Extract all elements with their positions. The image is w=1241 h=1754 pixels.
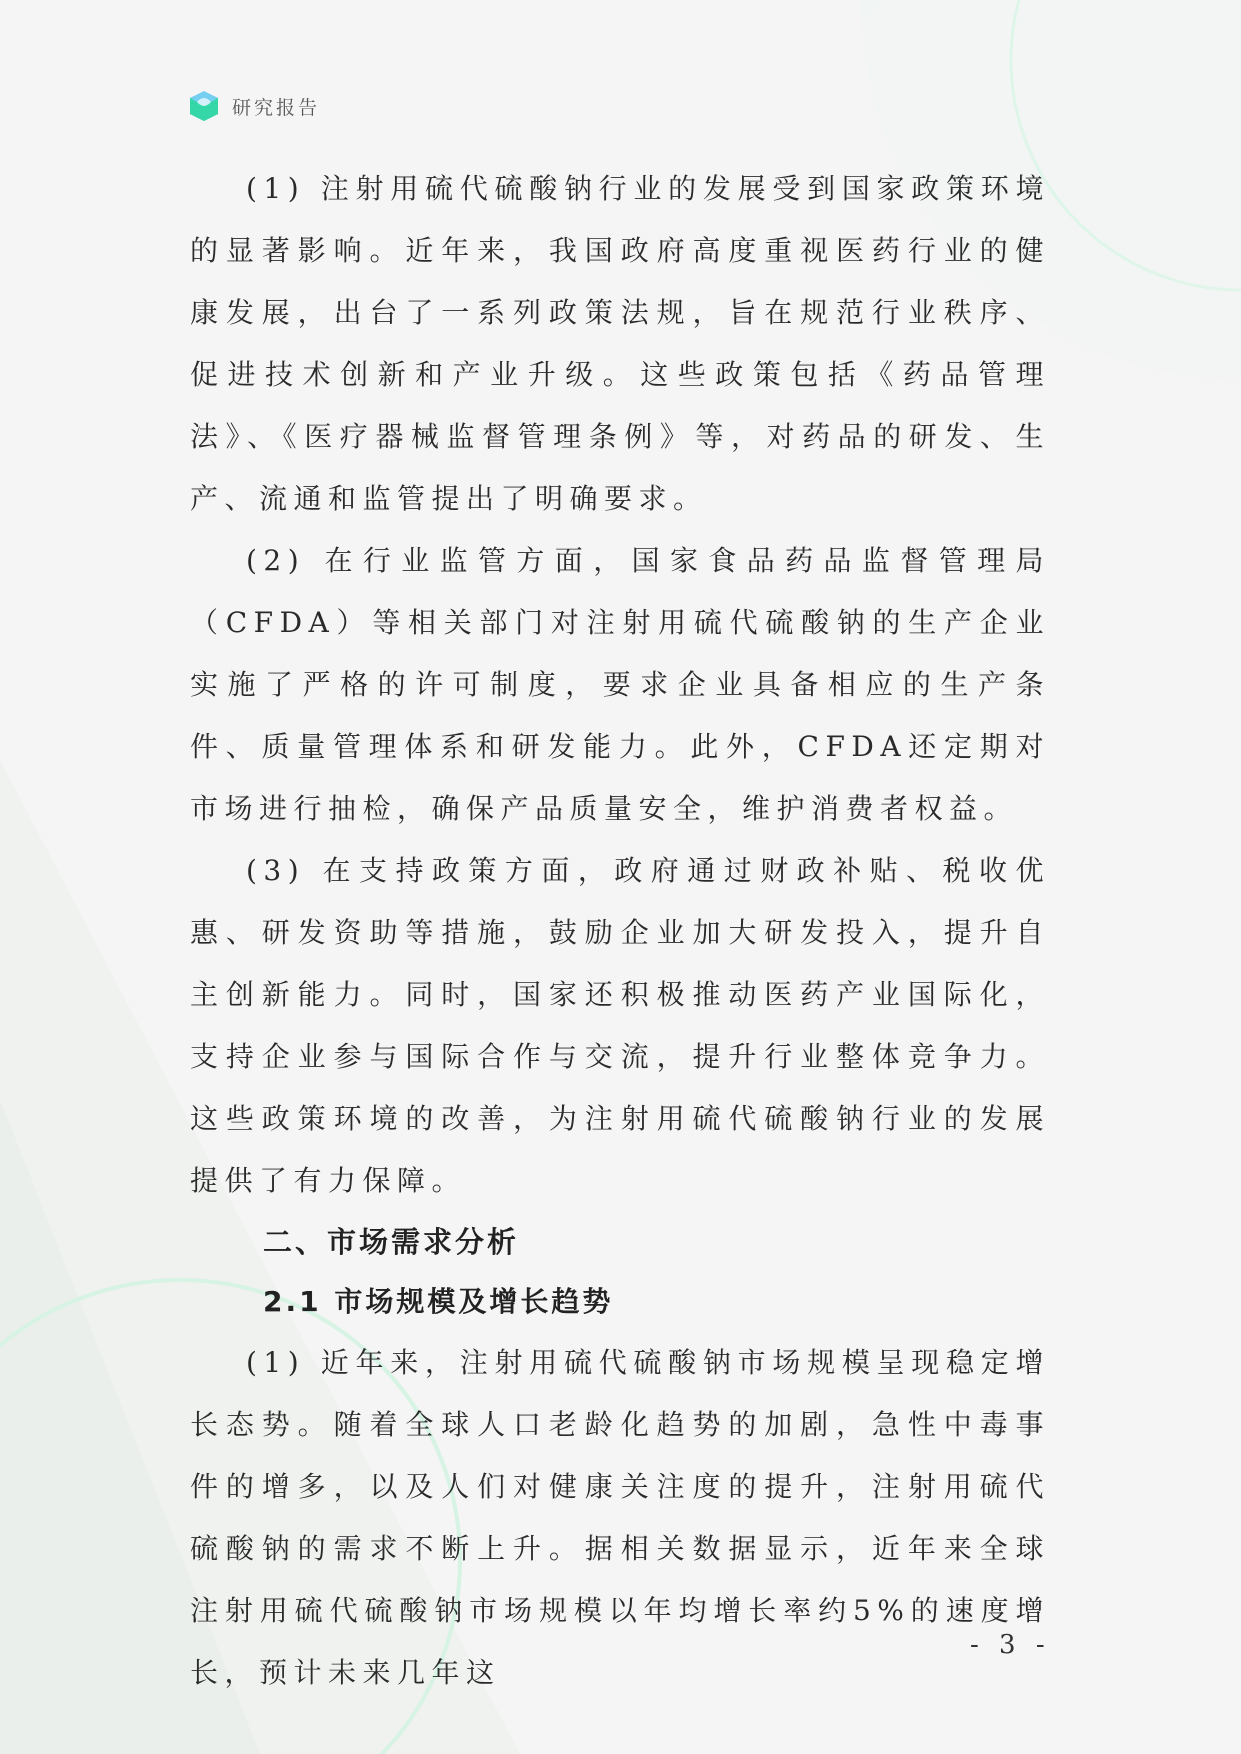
paragraph-regulation: (2) 在行业监管方面，国家食品药品监督管理局（CFDA）等相关部门对注射用硫代硫酸钠的生产企业实施了严格的许可制度，要求企业具备相应的生产条件、质量管理体系和研发能力。此外，CFDA还定期对市场进行抽检，确保产品质量安全，维护消费者权益。 [190, 544, 1050, 825]
hexagon-leaf-logo [186, 88, 222, 124]
section-heading: 二、市场需求分析 [263, 1225, 520, 1259]
paragraph-policy-impact: (1) 注射用硫代硫酸钠行业的发展受到国家政策环境的显著影响。近年来，我国政府高度重视医药行业的健康发展，出台了一系列政策法规，旨在规范行业秩序、促进技术创新和产业升级。这些政策包括《药品管理法》、《医疗器械监督管理条例》等，对药品的研发、生产、流通和监管提出了明确要求。 [190, 172, 1050, 515]
report-header [186, 88, 320, 124]
document-body [190, 158, 1050, 1704]
header-title: 研究报告 [232, 96, 321, 119]
paragraph-market-size: (1) 近年来，注射用硫代硫酸钠市场规模呈现稳定增长态势。随着全球人口老龄化趋势的加剧，急性中毒事件的增多，以及人们对健康关注度的提升，注射用硫代硫酸钠的需求不断上升。据相关数据显示，近年来全球注射用硫代硫酸钠市场规模以年均增长率约5%的速度增长，预计未来几年这 [190, 1346, 1050, 1689]
subsection-heading: 2.1 市场规模及增长趋势 [263, 1285, 614, 1318]
page-number: - 3 - [970, 1630, 1051, 1660]
paragraph-support-policy: (3) 在支持政策方面，政府通过财政补贴、税收优惠、研发资助等措施，鼓励企业加大研发投入，提升自主创新能力。同时，国家还积极推动医药产业国际化，支持企业参与国际合作与交流，提升行业整体竞争力。这些政策环境的改善，为注射用硫代硫酸钠行业的发展提供了有力保障。 [190, 854, 1050, 1197]
